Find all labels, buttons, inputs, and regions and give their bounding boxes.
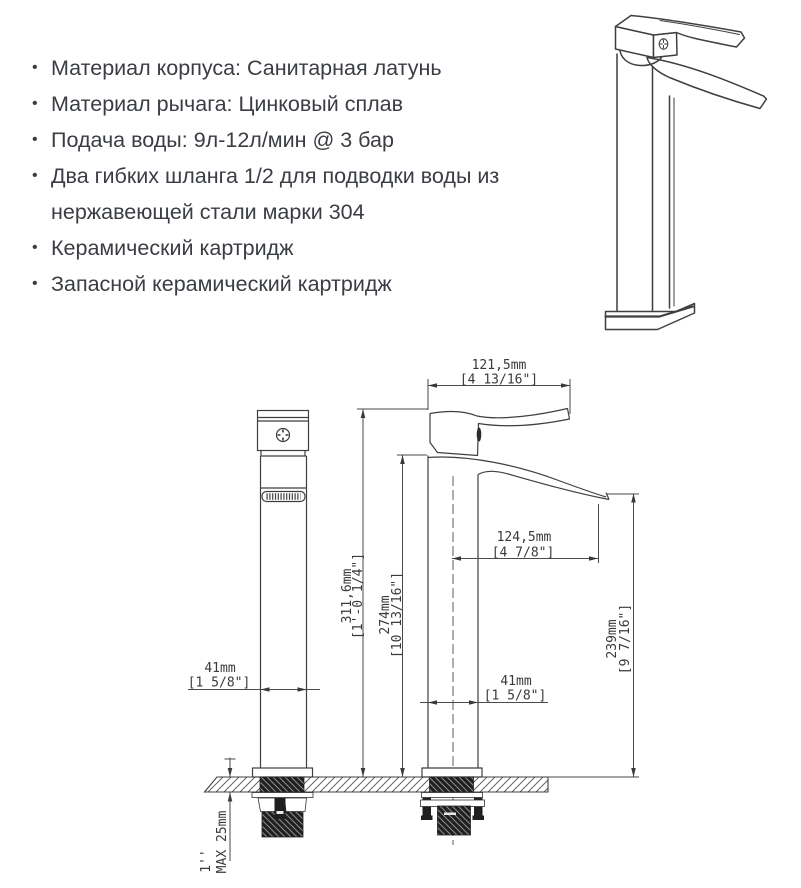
spec-list (32, 50, 502, 302)
dim-deck-max-label: MAX 25mm (215, 810, 230, 874)
faucet-outline (606, 16, 767, 330)
dim-top-width-inch: [4 13/16"] (459, 372, 539, 388)
dim-total-height-mm: 311,6mm (340, 568, 355, 624)
base-flange-right (422, 768, 482, 777)
washer (252, 793, 313, 798)
faucet-product-image (555, 0, 801, 340)
spout (647, 58, 767, 109)
dimension-arrows (228, 383, 636, 801)
dim-spout-reach-mm: 124,5mm (496, 530, 552, 545)
spec-item-spare-cartridge: • Запасной керамический картридж (32, 266, 502, 302)
bolt-left-foot (421, 816, 433, 821)
dim-top-width-mm: 121,5mm (471, 358, 527, 373)
bolt-right-foot (473, 816, 485, 821)
body-edges (261, 456, 307, 768)
countertop (205, 777, 549, 792)
thread-slot (444, 813, 456, 816)
handle-block-lines (258, 418, 309, 422)
washer (422, 793, 483, 798)
dim-spout-height-mm: 239mm (605, 619, 620, 659)
spec-item-lever-material: • Материал рычага: Цинковый сплав (32, 86, 502, 122)
handle-screw-cross (278, 430, 289, 441)
neck (261, 451, 307, 457)
dim-base-width-right-mm: 41mm (500, 674, 532, 689)
dim-base-width-left-inch: [1 5/8"] (187, 675, 251, 691)
dim-body-height-mm: 274mm (378, 595, 393, 635)
dim-deck-inch: 1'' (199, 849, 214, 873)
spec-item-body-material: • Материал корпуса: Санитарная латунь (32, 50, 502, 86)
faucet-dimension-drawing (150, 340, 690, 888)
counter-section (205, 777, 549, 792)
handle-side (430, 409, 570, 456)
dim-spout-height-inch: [9 7/16"] (618, 603, 633, 675)
shank (260, 777, 304, 792)
spec-item-flow-rate: • Подача воды: 9л-12л/мин @ 3 бар (32, 122, 502, 158)
spec-item-hoses: • Два гибких шланга 1/2 для подводки воды из нержавеющей стали марки 304 (32, 158, 502, 230)
handle-pivot (477, 428, 482, 442)
dim-spout-reach-inch: [4 7/8"] (491, 545, 555, 561)
dim-total-height-inch: [1'-0 1/4"] (351, 552, 366, 640)
shank (430, 777, 474, 792)
bracket-bar (421, 800, 485, 807)
spec-item-cartridge: • Керамический картридж (32, 230, 502, 266)
dim-base-width-left-mm: 41mm (204, 661, 236, 676)
nut-center-tab (275, 798, 286, 819)
nut-center-slot (277, 811, 284, 814)
dim-body-height-inch: [10 13/16"] (390, 571, 405, 659)
base-flange-left (253, 768, 313, 777)
thread-block (438, 806, 471, 835)
nut-right-half (285, 798, 307, 812)
back-view (253, 411, 313, 778)
dim-base-width-right-inch: [1 5/8"] (483, 688, 547, 704)
left-mounting-hardware (252, 777, 313, 837)
